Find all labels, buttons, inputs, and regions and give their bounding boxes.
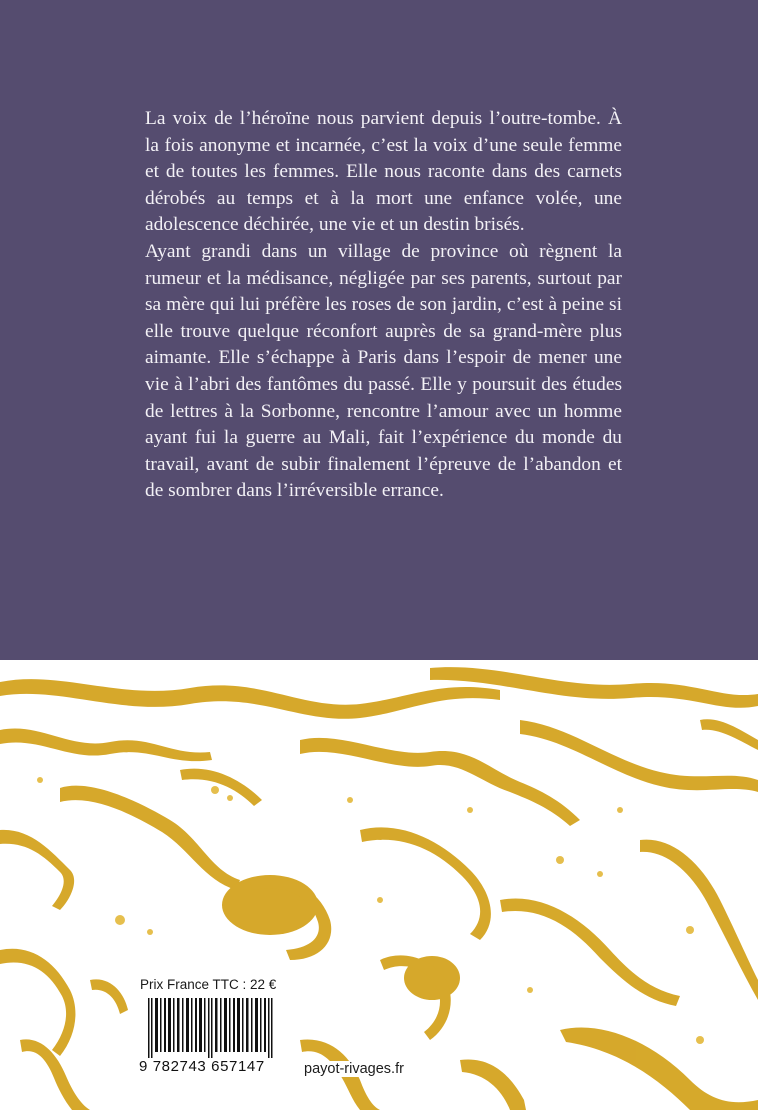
isbn-number: 9 782743 657147 xyxy=(139,1058,289,1076)
price-label: Prix France TTC : 22 € xyxy=(136,975,290,995)
marble-illustration xyxy=(0,660,758,1110)
blurb-paragraph-1: La voix de l’héroïne nous parvient depuis l’outre-tombe. À la fois anonyme et incarnée, c’est la voix d’une seule femme et de toutes les femmes. Elle nous raconte dans des carnets dérobés au temps et à la mort une enfance volée, une adolescence déchirée, une vie et un destin brisés. xyxy=(145,108,622,236)
publisher-website[interactable]: payot-rivages.fr xyxy=(304,1061,404,1077)
gold-marble-pattern xyxy=(0,660,758,1110)
blurb-paragraph-2: Ayant grandi dans un village de province où règnent la rumeur et la médisance, négligée par ses parents, surtout par sa mère qui lui préfère les roses de son jardin, c’est à peine si elle trouve quelque réconfort auprès de sa grand-mère plus aimante. Elle s’échappe à Paris dans l’espoir de mener une vie à l’abri des fantômes du passé. Elle y poursuit des études de lettres à la Sorbonne, rencontre l’amour avec un homme ayant fui la guerre au Mali, fait l’expérience du monde du travail, avant de subir finalement l’épreuve de l’abandon et de sombrer dans l’irréversible errance. xyxy=(145,240,622,502)
back-cover-blurb xyxy=(145,106,622,505)
barcode-bars xyxy=(136,996,290,1058)
